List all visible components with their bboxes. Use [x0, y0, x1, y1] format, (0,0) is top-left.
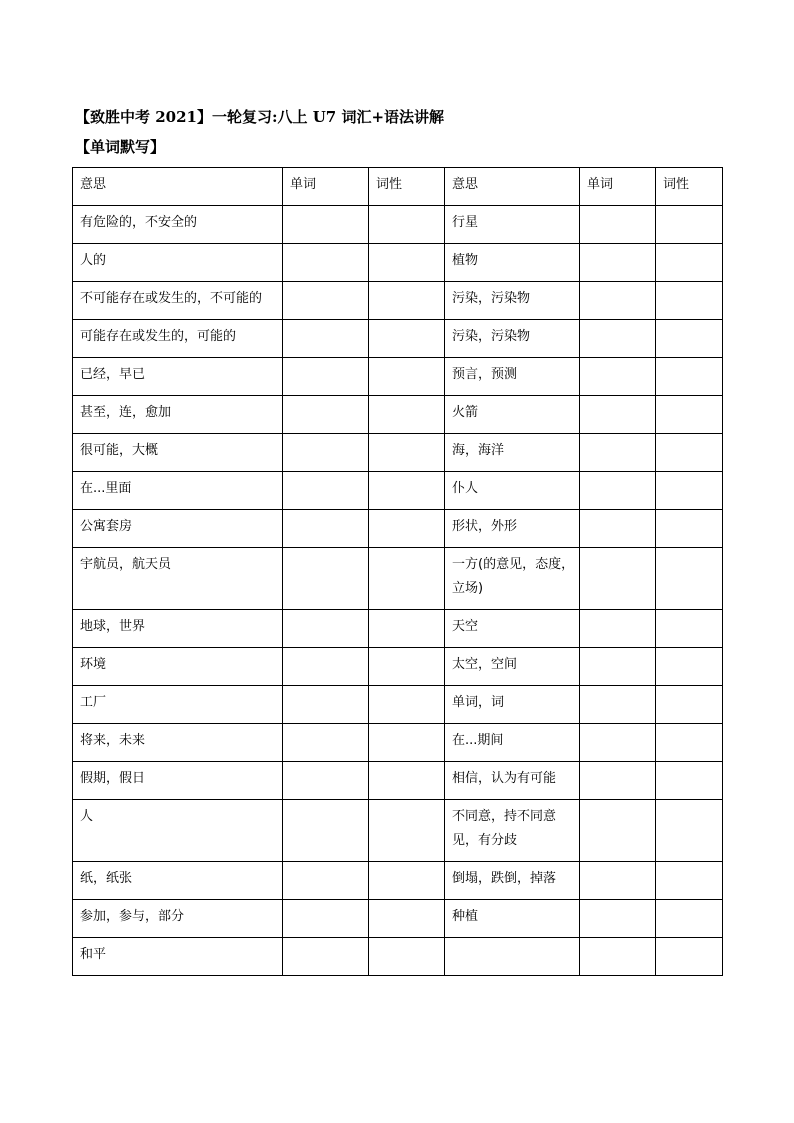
- meaning-cell: 植物: [445, 244, 580, 282]
- word-answer-cell[interactable]: [283, 610, 369, 648]
- word-answer-cell[interactable]: [283, 862, 369, 900]
- meaning-cell: 宇航员，航天员: [73, 548, 283, 610]
- table-header-row: [73, 168, 723, 206]
- table-row: [73, 434, 723, 472]
- part-of-speech-answer-cell[interactable]: [369, 686, 445, 724]
- part-of-speech-answer-cell[interactable]: [656, 610, 723, 648]
- meaning-cell: 火箭: [445, 396, 580, 434]
- meaning-cell: 有危险的，不安全的: [73, 206, 283, 244]
- meaning-cell: 相信，认为有可能: [445, 762, 580, 800]
- part-of-speech-answer-cell[interactable]: [369, 900, 445, 938]
- meaning-cell: 预言，预测: [445, 358, 580, 396]
- word-answer-cell[interactable]: [283, 472, 369, 510]
- column-header-word: 单词: [283, 168, 369, 206]
- meaning-cell: 和平: [73, 938, 283, 976]
- table-row: [73, 472, 723, 510]
- part-of-speech-answer-cell[interactable]: [369, 206, 445, 244]
- table-row: [73, 724, 723, 762]
- word-answer-cell[interactable]: [283, 548, 369, 610]
- table-row: [73, 862, 723, 900]
- part-of-speech-answer-cell[interactable]: [369, 724, 445, 762]
- word-answer-cell[interactable]: [580, 762, 656, 800]
- word-answer-cell[interactable]: [283, 358, 369, 396]
- column-header-meaning: 意思: [445, 168, 580, 206]
- part-of-speech-answer-cell[interactable]: [369, 320, 445, 358]
- part-of-speech-answer-cell[interactable]: [656, 724, 723, 762]
- word-answer-cell[interactable]: [580, 686, 656, 724]
- table-row: [73, 762, 723, 800]
- word-answer-cell[interactable]: [580, 510, 656, 548]
- table-row: [73, 686, 723, 724]
- meaning-cell: 海，海洋: [445, 434, 580, 472]
- word-answer-cell[interactable]: [580, 862, 656, 900]
- table-row: [73, 244, 723, 282]
- part-of-speech-answer-cell[interactable]: [656, 510, 723, 548]
- part-of-speech-answer-cell[interactable]: [369, 938, 445, 976]
- word-answer-cell[interactable]: [283, 434, 369, 472]
- meaning-cell: 不同意，持不同意见，有分歧: [445, 800, 580, 862]
- table-row: [73, 800, 723, 862]
- part-of-speech-answer-cell[interactable]: [369, 648, 445, 686]
- part-of-speech-answer-cell[interactable]: [656, 862, 723, 900]
- word-answer-cell[interactable]: [283, 938, 369, 976]
- meaning-cell: [445, 938, 580, 976]
- meaning-cell: 一方(的意见，态度，立场): [445, 548, 580, 610]
- table-row: [73, 206, 723, 244]
- column-header-part-of-speech: 词性: [369, 168, 445, 206]
- meaning-cell: 太空，空间: [445, 648, 580, 686]
- meaning-cell: 地球，世界: [73, 610, 283, 648]
- word-answer-cell[interactable]: [580, 282, 656, 320]
- part-of-speech-answer-cell[interactable]: [369, 244, 445, 282]
- table-row: [73, 548, 723, 610]
- table-row: [73, 320, 723, 358]
- meaning-cell: 污染，污染物: [445, 320, 580, 358]
- part-of-speech-answer-cell[interactable]: [656, 686, 723, 724]
- word-answer-cell[interactable]: [283, 648, 369, 686]
- meaning-cell: 单词，词: [445, 686, 580, 724]
- word-answer-cell[interactable]: [283, 244, 369, 282]
- meaning-cell: 人的: [73, 244, 283, 282]
- part-of-speech-answer-cell[interactable]: [369, 510, 445, 548]
- part-of-speech-answer-cell[interactable]: [656, 900, 723, 938]
- word-answer-cell[interactable]: [580, 358, 656, 396]
- word-answer-cell[interactable]: [580, 548, 656, 610]
- part-of-speech-answer-cell[interactable]: [656, 938, 723, 976]
- table-row: [73, 938, 723, 976]
- word-answer-cell[interactable]: [283, 510, 369, 548]
- word-answer-cell[interactable]: [580, 206, 656, 244]
- meaning-cell: 种植: [445, 900, 580, 938]
- table-row: [73, 358, 723, 396]
- part-of-speech-answer-cell[interactable]: [656, 206, 723, 244]
- column-header-word: 单词: [580, 168, 656, 206]
- part-of-speech-answer-cell[interactable]: [369, 762, 445, 800]
- part-of-speech-answer-cell[interactable]: [656, 358, 723, 396]
- table-row: [73, 610, 723, 648]
- part-of-speech-answer-cell[interactable]: [656, 800, 723, 862]
- meaning-cell: 工厂: [73, 686, 283, 724]
- meaning-cell: 将来，未来: [73, 724, 283, 762]
- meaning-cell: 仆人: [445, 472, 580, 510]
- part-of-speech-answer-cell[interactable]: [656, 320, 723, 358]
- part-of-speech-answer-cell[interactable]: [656, 244, 723, 282]
- part-of-speech-answer-cell[interactable]: [369, 282, 445, 320]
- part-of-speech-answer-cell[interactable]: [656, 282, 723, 320]
- meaning-cell: 可能存在或发生的，可能的: [73, 320, 283, 358]
- meaning-cell: 很可能，大概: [73, 434, 283, 472]
- column-header-part-of-speech: 词性: [656, 168, 723, 206]
- table-row: [73, 396, 723, 434]
- meaning-cell: 人: [73, 800, 283, 862]
- word-answer-cell[interactable]: [580, 724, 656, 762]
- part-of-speech-answer-cell[interactable]: [656, 648, 723, 686]
- table-row: [73, 900, 723, 938]
- word-answer-cell[interactable]: [283, 762, 369, 800]
- word-answer-cell[interactable]: [283, 206, 369, 244]
- meaning-cell: 污染，污染物: [445, 282, 580, 320]
- meaning-cell: 行星: [445, 206, 580, 244]
- word-answer-cell[interactable]: [580, 938, 656, 976]
- part-of-speech-answer-cell[interactable]: [369, 610, 445, 648]
- table-row: [73, 510, 723, 548]
- meaning-cell: 形状，外形: [445, 510, 580, 548]
- meaning-cell: 假期，假日: [73, 762, 283, 800]
- meaning-cell: 甚至，连，愈加: [73, 396, 283, 434]
- word-answer-cell[interactable]: [580, 610, 656, 648]
- meaning-cell: 天空: [445, 610, 580, 648]
- word-answer-cell[interactable]: [283, 724, 369, 762]
- part-of-speech-answer-cell[interactable]: [369, 472, 445, 510]
- meaning-cell: 在...里面: [73, 472, 283, 510]
- meaning-cell: 已经，早已: [73, 358, 283, 396]
- word-answer-cell[interactable]: [283, 320, 369, 358]
- meaning-cell: 环境: [73, 648, 283, 686]
- meaning-cell: 参加，参与，部分: [73, 900, 283, 938]
- document-title: 【致胜中考 2021】一轮复习:八上 U7 词汇+语法讲解: [75, 108, 445, 126]
- part-of-speech-answer-cell[interactable]: [369, 800, 445, 862]
- section-heading: 【单词默写】: [75, 138, 166, 156]
- word-answer-cell[interactable]: [580, 472, 656, 510]
- word-answer-cell[interactable]: [283, 900, 369, 938]
- word-answer-cell[interactable]: [283, 396, 369, 434]
- meaning-cell: 纸，纸张: [73, 862, 283, 900]
- word-answer-cell[interactable]: [580, 900, 656, 938]
- vocabulary-table: [72, 167, 723, 976]
- part-of-speech-answer-cell[interactable]: [369, 548, 445, 610]
- word-answer-cell[interactable]: [580, 800, 656, 862]
- part-of-speech-answer-cell[interactable]: [369, 358, 445, 396]
- part-of-speech-answer-cell[interactable]: [656, 434, 723, 472]
- word-answer-cell[interactable]: [580, 244, 656, 282]
- meaning-cell: 不可能存在或发生的，不可能的: [73, 282, 283, 320]
- column-header-meaning: 意思: [73, 168, 283, 206]
- word-answer-cell[interactable]: [580, 434, 656, 472]
- table-row: [73, 648, 723, 686]
- part-of-speech-answer-cell[interactable]: [369, 434, 445, 472]
- meaning-cell: 倒塌，跌倒，掉落: [445, 862, 580, 900]
- part-of-speech-answer-cell[interactable]: [656, 472, 723, 510]
- part-of-speech-answer-cell[interactable]: [369, 862, 445, 900]
- part-of-speech-answer-cell[interactable]: [656, 762, 723, 800]
- meaning-cell: 公寓套房: [73, 510, 283, 548]
- table-row: [73, 282, 723, 320]
- word-answer-cell[interactable]: [580, 648, 656, 686]
- meaning-cell: 在...期间: [445, 724, 580, 762]
- word-answer-cell[interactable]: [580, 320, 656, 358]
- part-of-speech-answer-cell[interactable]: [656, 548, 723, 610]
- part-of-speech-answer-cell[interactable]: [656, 396, 723, 434]
- part-of-speech-answer-cell[interactable]: [369, 396, 445, 434]
- word-answer-cell[interactable]: [283, 282, 369, 320]
- table-body: [73, 206, 723, 976]
- word-answer-cell[interactable]: [283, 800, 369, 862]
- word-answer-cell[interactable]: [283, 686, 369, 724]
- word-answer-cell[interactable]: [580, 396, 656, 434]
